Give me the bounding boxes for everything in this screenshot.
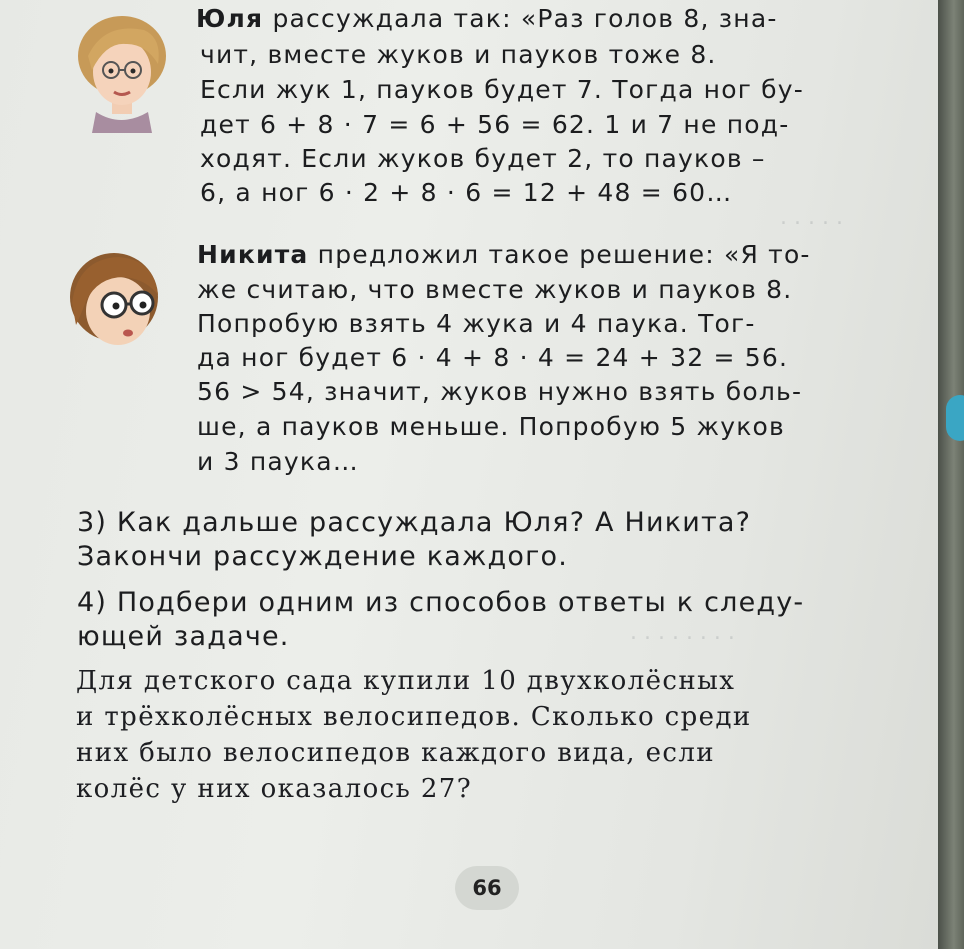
task-3-line: Закончи рассуждение каждого. (77, 541, 569, 572)
book-page-edge (938, 0, 964, 949)
nikita-line: Попробую взять 4 жука и 4 паука. Тог- (197, 309, 756, 338)
problem-line: Для детского сада купили 10 двухколёсных (76, 666, 736, 696)
nikita-line: 56 > 54, значит, жуков нужно взять боль- (197, 377, 803, 406)
yulia-line: 6, а ног 6 · 2 + 8 · 6 = 12 + 48 = 60… (200, 178, 733, 207)
nikita-line: да ног будет 6 · 4 + 8 · 4 = 24 + 32 = 56. (197, 343, 789, 372)
yulia-name: Юля (196, 4, 264, 33)
problem-line: них было велосипедов каждого вида, если (76, 738, 716, 768)
yulia-line: чит, вместе жуков и пауков тоже 8. (200, 40, 717, 69)
nikita-line: же считаю, что вместе жуков и пауков 8. (197, 275, 793, 304)
nikita-name: Никита (197, 240, 309, 269)
bookmark-tab (946, 395, 964, 441)
nikita-line: ше, а пауков меньше. Попробую 5 жуков (197, 412, 785, 441)
nikita-portrait-icon (62, 245, 166, 355)
task-4-line: ющей задаче. (77, 621, 290, 652)
yulia-line: Если жук 1, пауков будет 7. Тогда ног бу- (200, 75, 805, 104)
task-3-line: 3) Как дальше рассуждала Юля? А Никита? (77, 507, 752, 538)
nikita-line: и 3 паука… (197, 447, 359, 476)
yulia-line: Юля рассуждала так: «Раз голов 8, зна- (196, 4, 778, 33)
yulia-portrait-icon (66, 8, 176, 133)
task-4-line: 4) Подбери одним из способов ответы к следу- (77, 587, 805, 618)
nikita-line: Никита предложил такое решение: «Я то- (197, 240, 811, 269)
page-number: 66 (455, 866, 519, 910)
problem-line: колёс у них оказалось 27? (76, 774, 473, 804)
show-through-text: . . . . . . . . (630, 620, 735, 645)
show-through-text: . . . . . (780, 205, 843, 230)
yulia-line: ходят. Если жуков будет 2, то пауков – (200, 144, 766, 173)
problem-line: и трёхколёсных велосипедов. Сколько среди (76, 702, 752, 732)
yulia-line: дет 6 + 8 · 7 = 6 + 56 = 62. 1 и 7 не под- (200, 110, 790, 139)
